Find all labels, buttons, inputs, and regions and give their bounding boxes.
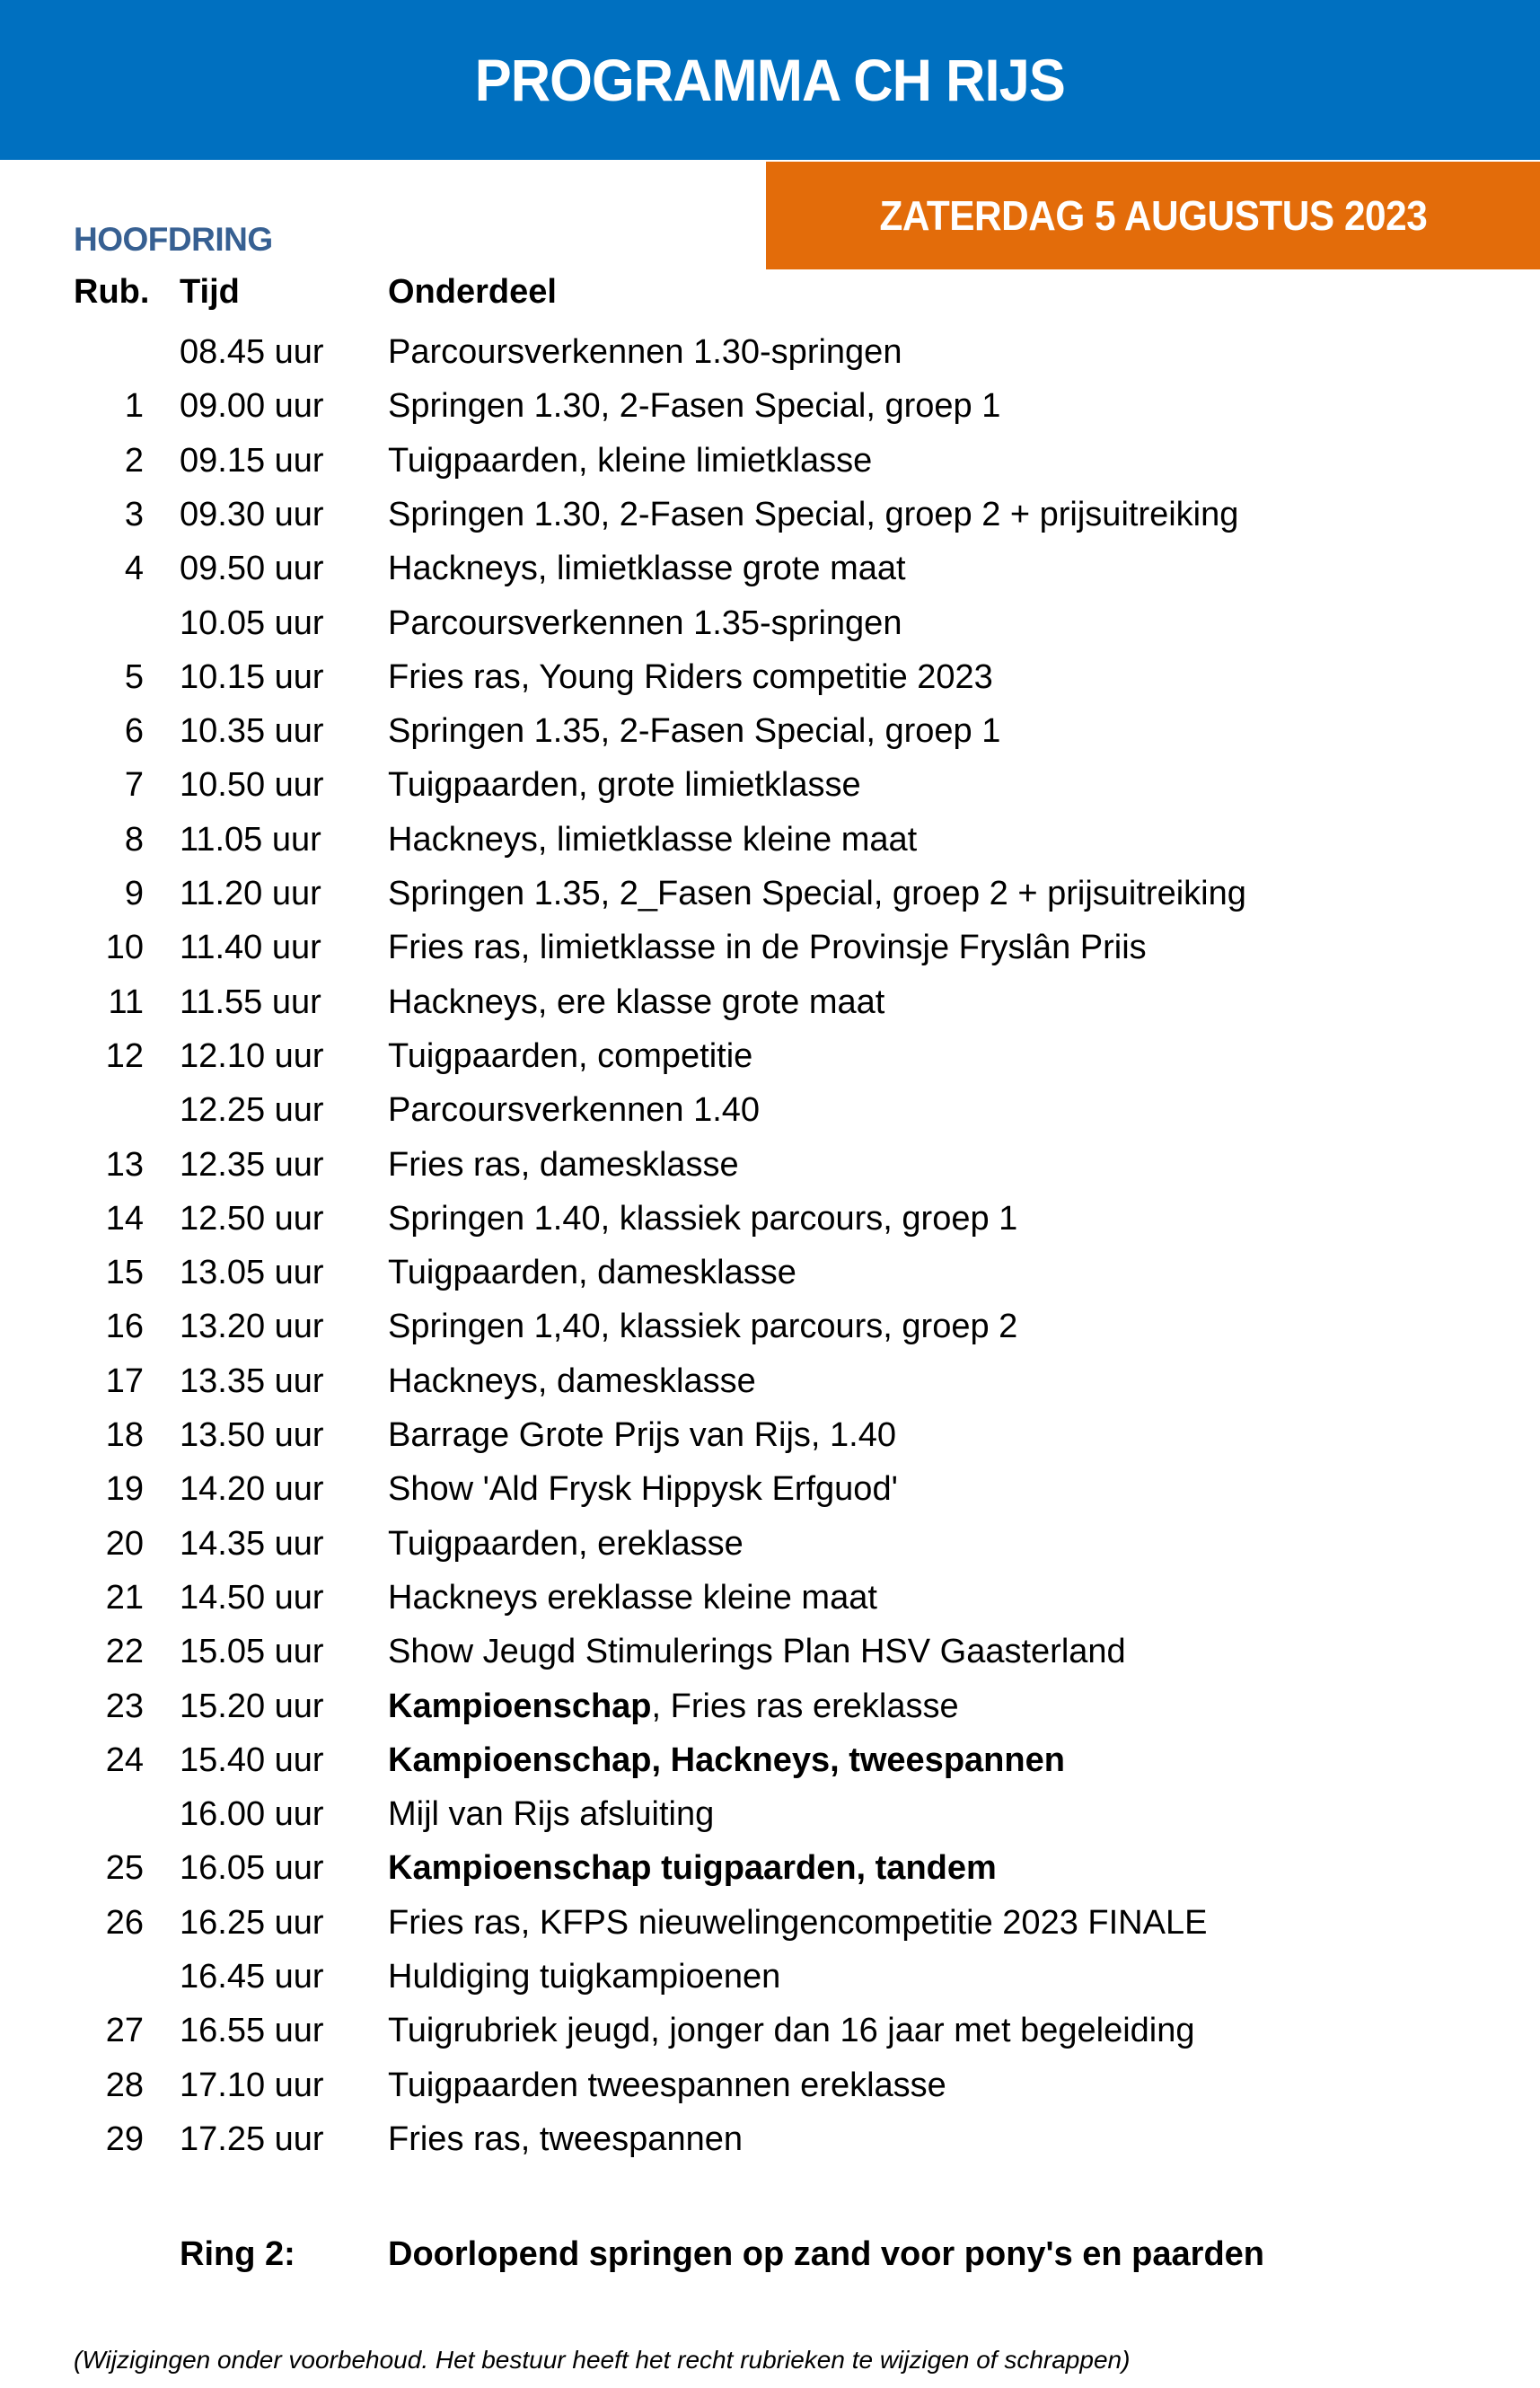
time-cell: 09.30 uur xyxy=(180,495,324,533)
rubriek-number: 4 xyxy=(124,550,144,588)
time-cell: 13.50 uur xyxy=(180,1416,324,1454)
time-cell: 12.10 uur xyxy=(180,1036,324,1075)
disclaimer-footnote: (Wijzigingen onder voorbehoud. Het bestuur heeft het recht rubrieken te wijzigen of schrappen) xyxy=(74,2346,1131,2374)
onderdeel-cell xyxy=(388,542,906,595)
table-row xyxy=(0,1896,1540,1950)
time-cell: 14.50 uur xyxy=(180,1578,324,1617)
time-cell: 10.15 uur xyxy=(180,657,324,696)
time-cell: 14.20 uur xyxy=(180,1470,324,1509)
rubriek-number: 25 xyxy=(105,1849,144,1888)
table-row xyxy=(0,1246,1540,1300)
rubriek-number: 2 xyxy=(124,441,144,480)
onderdeel-cell xyxy=(388,1462,898,1516)
table-row xyxy=(0,1083,1540,1137)
time-cell: 16.05 uur xyxy=(180,1849,324,1888)
time-cell: 14.35 uur xyxy=(180,1524,324,1563)
onderdeel-text: Tuigpaarden, competitie xyxy=(388,1036,753,1075)
table-row xyxy=(0,1733,1540,1787)
time-cell: 16.25 uur xyxy=(180,1903,324,1942)
onderdeel-text: Parcoursverkennen 1.40 xyxy=(388,1091,761,1130)
onderdeel-text: Fries ras, damesklasse xyxy=(388,1145,739,1184)
table-row xyxy=(0,1354,1540,1408)
time-cell: 17.25 uur xyxy=(180,2119,324,2158)
ring2-description: Doorlopend springen op zand voor pony's en paarden xyxy=(388,2235,1264,2273)
onderdeel-text: Tuigpaarden tweespannen ereklasse xyxy=(388,2066,946,2104)
onderdeel-text: Springen 1.30, 2-Fasen Special, groep 2 + prijsuitreiking xyxy=(388,495,1239,533)
onderdeel-cell xyxy=(388,1138,739,1192)
rubriek-number: 27 xyxy=(105,2012,144,2050)
onderdeel-cell xyxy=(388,867,1246,921)
onderdeel-cell xyxy=(388,596,902,650)
time-cell: 12.35 uur xyxy=(180,1145,324,1184)
onderdeel-cell xyxy=(388,1246,796,1300)
rubriek-number: 21 xyxy=(105,1578,144,1617)
onderdeel-text: Fries ras, KFPS nieuwelingencompetitie 2023 FINALE xyxy=(388,1903,1208,1942)
rubriek-number: 3 xyxy=(124,495,144,533)
onderdeel-cell xyxy=(388,1733,1065,1787)
table-row xyxy=(0,1787,1540,1841)
rubriek-number: 7 xyxy=(124,766,144,805)
rubriek-number: 12 xyxy=(105,1036,144,1075)
title-banner xyxy=(0,0,1540,160)
rubriek-number: 16 xyxy=(105,1308,144,1346)
rubriek-number: 6 xyxy=(124,712,144,751)
onderdeel-cell xyxy=(388,2112,743,2166)
onderdeel-bold-part: Kampioenschap, Hackneys, tweespannen xyxy=(388,1740,1065,1779)
column-header-onderdeel: Onderdeel xyxy=(388,273,557,311)
column-header-tijd: Tijd xyxy=(180,273,240,311)
time-cell: 15.05 uur xyxy=(180,1633,324,1671)
time-cell: 13.35 uur xyxy=(180,1361,324,1400)
onderdeel-cell xyxy=(388,704,1000,758)
time-cell: 12.50 uur xyxy=(180,1199,324,1238)
onderdeel-text: Barrage Grote Prijs van Rijs, 1.40 xyxy=(388,1416,897,1454)
rubriek-number: 23 xyxy=(105,1687,144,1725)
time-cell: 10.05 uur xyxy=(180,604,324,642)
onderdeel-cell xyxy=(388,1679,959,1733)
rubriek-number: 18 xyxy=(105,1416,144,1454)
time-cell: 15.40 uur xyxy=(180,1740,324,1779)
onderdeel-cell xyxy=(388,650,993,704)
onderdeel-cell xyxy=(388,1300,1017,1353)
table-row xyxy=(0,2004,1540,2058)
onderdeel-text: Springen 1,40, klassiek parcours, groep 2 xyxy=(388,1308,1018,1346)
onderdeel-cell xyxy=(388,1571,877,1625)
date-box xyxy=(766,162,1540,269)
rubriek-number: 20 xyxy=(105,1524,144,1563)
onderdeel-text: Hackneys, ere klasse grote maat xyxy=(388,983,885,1021)
onderdeel-text: , Fries ras ereklasse xyxy=(651,1687,959,1725)
rubriek-number: 22 xyxy=(105,1633,144,1671)
onderdeel-text: Tuigpaarden, grote limietklasse xyxy=(388,766,861,805)
onderdeel-cell xyxy=(388,2058,946,2112)
table-row xyxy=(0,434,1540,488)
onderdeel-text: Springen 1.40, klassiek parcours, groep 1 xyxy=(388,1199,1018,1238)
onderdeel-text: Hackneys, limietklasse kleine maat xyxy=(388,820,918,859)
onderdeel-bold-part: Kampioenschap tuigpaarden, tandem xyxy=(388,1849,997,1888)
table-row xyxy=(0,1679,1540,1733)
table-row xyxy=(0,704,1540,758)
onderdeel-text: Show Jeugd Stimulerings Plan HSV Gaasterland xyxy=(388,1633,1126,1671)
onderdeel-cell xyxy=(388,921,1147,974)
table-row xyxy=(0,2058,1540,2112)
rubriek-number: 5 xyxy=(124,657,144,696)
ring2-label: Ring 2: xyxy=(180,2235,295,2273)
onderdeel-cell xyxy=(388,1192,1017,1246)
rubriek-number: 13 xyxy=(105,1145,144,1184)
onderdeel-text: Fries ras, tweespannen xyxy=(388,2119,743,2158)
table-row xyxy=(0,1138,1540,1192)
table-row xyxy=(0,867,1540,921)
table-row xyxy=(0,1300,1540,1353)
time-cell: 13.05 uur xyxy=(180,1254,324,1292)
onderdeel-text: Tuigrubriek jeugd, jonger dan 16 jaar met begeleiding xyxy=(388,2012,1195,2050)
onderdeel-cell xyxy=(388,1841,997,1895)
table-row xyxy=(0,596,1540,650)
table-row xyxy=(0,1625,1540,1679)
time-cell: 11.20 uur xyxy=(180,875,321,912)
rubriek-number: 14 xyxy=(105,1199,144,1238)
onderdeel-cell xyxy=(388,434,872,488)
table-row xyxy=(0,975,1540,1029)
table-row xyxy=(0,758,1540,812)
onderdeel-cell xyxy=(388,1083,760,1137)
rubriek-number: 1 xyxy=(124,387,144,426)
onderdeel-cell xyxy=(388,1354,756,1408)
onderdeel-text: Fries ras, limietklasse in de Provinsje Fryslân Priis xyxy=(388,929,1147,967)
table-row xyxy=(0,813,1540,867)
time-cell: 10.35 uur xyxy=(180,712,324,751)
table-row xyxy=(0,379,1540,433)
rubriek-number: 10 xyxy=(105,929,144,967)
time-cell: 09.15 uur xyxy=(180,441,324,480)
onderdeel-text: Parcoursverkennen 1.35-springen xyxy=(388,604,902,642)
page-title: PROGRAMMA CH RIJS xyxy=(474,47,1066,113)
onderdeel-cell xyxy=(388,379,1000,433)
onderdeel-text: Parcoursverkennen 1.30-springen xyxy=(388,333,902,371)
rubriek-number: 15 xyxy=(105,1254,144,1292)
onderdeel-text: Fries ras, Young Riders competitie 2023 xyxy=(388,657,993,696)
time-cell: 17.10 uur xyxy=(180,2066,324,2104)
time-cell: 09.50 uur xyxy=(180,550,324,588)
onderdeel-text: Hackneys, damesklasse xyxy=(388,1361,756,1400)
time-cell: 11.05 uur xyxy=(180,820,321,859)
onderdeel-text: Huldiging tuigkampioenen xyxy=(388,1958,781,1996)
time-cell: 16.55 uur xyxy=(180,2012,324,2050)
onderdeel-cell xyxy=(388,1950,780,2004)
column-header-rub: Rub. xyxy=(74,273,150,311)
onderdeel-text: Hackneys ereklasse kleine maat xyxy=(388,1578,877,1617)
onderdeel-text: Mijl van Rijs afsluiting xyxy=(388,1795,715,1834)
onderdeel-text: Springen 1.30, 2-Fasen Special, groep 1 xyxy=(388,387,1001,426)
table-row xyxy=(0,1841,1540,1895)
rubriek-number: 28 xyxy=(105,2066,144,2104)
onderdeel-text: Springen 1.35, 2_Fasen Special, groep 2 + prijsuitreiking xyxy=(388,875,1246,912)
rubriek-number: 11 xyxy=(108,983,144,1021)
rubriek-number: 24 xyxy=(105,1740,144,1779)
table-row xyxy=(0,1517,1540,1571)
onderdeel-cell xyxy=(388,325,902,379)
onderdeel-cell xyxy=(388,1787,714,1841)
onderdeel-cell xyxy=(388,1029,752,1083)
time-cell: 16.45 uur xyxy=(180,1958,324,1996)
rubriek-number: 19 xyxy=(105,1470,144,1509)
table-row xyxy=(0,2112,1540,2166)
table-row xyxy=(0,488,1540,542)
time-cell: 10.50 uur xyxy=(180,766,324,805)
table-row xyxy=(0,1192,1540,1246)
time-cell: 08.45 uur xyxy=(180,333,324,371)
rubriek-number: 9 xyxy=(124,875,144,912)
table-row xyxy=(0,921,1540,974)
table-row xyxy=(0,542,1540,595)
time-cell: 13.20 uur xyxy=(180,1308,324,1346)
onderdeel-cell xyxy=(388,1408,896,1462)
time-cell: 12.25 uur xyxy=(180,1091,324,1130)
onderdeel-cell xyxy=(388,488,1238,542)
onderdeel-cell xyxy=(388,1517,744,1571)
onderdeel-cell xyxy=(388,1625,1126,1679)
onderdeel-text: Show 'Ald Frysk Hippysk Erfguod' xyxy=(388,1470,898,1509)
rubriek-number: 29 xyxy=(105,2119,144,2158)
onderdeel-text: Springen 1.35, 2-Fasen Special, groep 1 xyxy=(388,712,1001,751)
rubriek-number: 26 xyxy=(105,1903,144,1942)
rubriek-number: 8 xyxy=(124,820,144,859)
rubriek-number: 17 xyxy=(105,1361,144,1400)
event-date: ZATERDAG 5 AUGUSTUS 2023 xyxy=(879,192,1427,239)
onderdeel-cell xyxy=(388,758,861,812)
onderdeel-cell xyxy=(388,2004,1195,2058)
table-row xyxy=(0,325,1540,379)
table-row xyxy=(0,1571,1540,1625)
time-cell: 16.00 uur xyxy=(180,1795,324,1834)
onderdeel-text: Tuigpaarden, ereklasse xyxy=(388,1524,744,1563)
onderdeel-bold-part: Kampioenschap xyxy=(388,1687,652,1725)
section-title-hoofdring: HOOFDRING xyxy=(74,221,273,258)
onderdeel-cell xyxy=(388,813,917,867)
table-row xyxy=(0,1408,1540,1462)
time-cell: 11.55 uur xyxy=(180,983,321,1021)
table-row xyxy=(0,1462,1540,1516)
table-row xyxy=(0,650,1540,704)
table-row xyxy=(0,1950,1540,2004)
time-cell: 11.40 uur xyxy=(180,929,321,967)
onderdeel-cell xyxy=(388,975,884,1029)
table-row xyxy=(0,1029,1540,1083)
onderdeel-cell xyxy=(388,1896,1207,1950)
time-cell: 15.20 uur xyxy=(180,1687,324,1725)
onderdeel-text: Tuigpaarden, damesklasse xyxy=(388,1254,796,1292)
onderdeel-text: Tuigpaarden, kleine limietklasse xyxy=(388,441,873,480)
onderdeel-text: Hackneys, limietklasse grote maat xyxy=(388,550,906,588)
time-cell: 09.00 uur xyxy=(180,387,324,426)
